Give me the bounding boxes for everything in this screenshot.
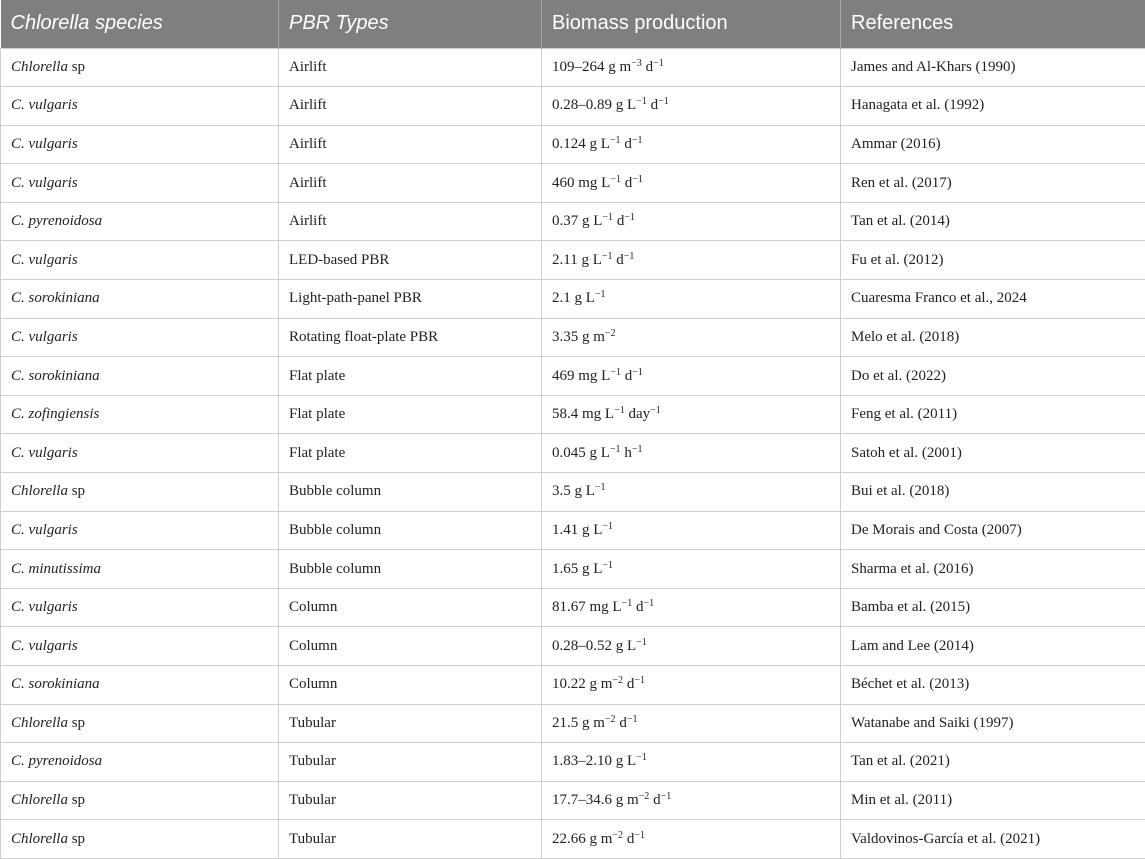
table-row — [1, 87, 1145, 126]
table-row — [1, 434, 1145, 473]
cell-reference: Do et al. (2022) — [841, 357, 1145, 396]
species-name: C. vulgaris — [11, 599, 78, 615]
table-row — [1, 588, 1145, 627]
cell-reference: Melo et al. (2018) — [841, 318, 1145, 357]
cell-reference: James and Al-Khars (1990) — [841, 48, 1145, 87]
cell-species — [1, 318, 279, 357]
table-row — [1, 318, 1145, 357]
biomass-text: 1.83–2.10 g L — [552, 753, 636, 769]
cell-pbr-type: Light-path-panel PBR — [279, 280, 542, 319]
cell-species — [1, 48, 279, 87]
cell-species — [1, 164, 279, 203]
biomass-text: 3.35 g m — [552, 329, 605, 345]
species-name: Chlorella — [11, 59, 68, 75]
cell-biomass — [542, 202, 841, 241]
cell-species — [1, 627, 279, 666]
unit-exponent: −1 — [643, 598, 654, 609]
unit-exponent: −1 — [624, 251, 635, 262]
biomass-text: 2.1 g L — [552, 290, 595, 306]
cell-reference: Ammar (2016) — [841, 125, 1145, 164]
cell-species — [1, 588, 279, 627]
cell-pbr-type: Airlift — [279, 202, 542, 241]
unit-exponent: −1 — [650, 405, 661, 416]
biomass-text: d — [623, 676, 634, 692]
unit-exponent: −2 — [612, 830, 623, 841]
biomass-text: 81.67 mg L — [552, 599, 622, 615]
biomass-text: 0.37 g L — [552, 213, 602, 229]
cell-pbr-type: Bubble column — [279, 511, 542, 550]
biomass-text: 58.4 mg L — [552, 406, 614, 422]
table-row — [1, 395, 1145, 434]
cell-species — [1, 473, 279, 512]
cell-reference: Lam and Lee (2014) — [841, 627, 1145, 666]
table-row — [1, 473, 1145, 512]
cell-species — [1, 550, 279, 589]
header-row — [1, 0, 1145, 48]
header-species: Chlorella species — [1, 0, 279, 48]
cell-biomass — [542, 125, 841, 164]
cell-biomass — [542, 704, 841, 743]
species-name: Chlorella — [11, 715, 68, 731]
cell-biomass — [542, 743, 841, 782]
biomass-text: d — [621, 175, 632, 191]
cell-reference: Min et al. (2011) — [841, 781, 1145, 820]
table-row — [1, 511, 1145, 550]
cell-species — [1, 87, 279, 126]
cell-species — [1, 357, 279, 396]
unit-exponent: −1 — [595, 289, 606, 300]
biomass-text: d — [623, 831, 634, 847]
species-name: C. vulgaris — [11, 329, 78, 345]
species-name: C. zofingiensis — [11, 406, 99, 422]
species-name: C. vulgaris — [11, 136, 78, 152]
biomass-text: d — [632, 599, 643, 615]
unit-exponent: −1 — [610, 174, 621, 185]
cell-pbr-type: Bubble column — [279, 550, 542, 589]
unit-exponent: −2 — [605, 328, 616, 339]
biomass-text: h — [621, 445, 632, 461]
species-suffix: sp — [68, 715, 85, 731]
species-suffix: sp — [68, 483, 85, 499]
species-name: C. vulgaris — [11, 638, 78, 654]
species-name: C. sorokiniana — [11, 676, 100, 692]
unit-exponent: −1 — [653, 58, 664, 69]
header-biomass: Biomass production — [542, 0, 841, 48]
cell-biomass — [542, 241, 841, 280]
cell-species — [1, 202, 279, 241]
cell-biomass — [542, 318, 841, 357]
biomass-text: 0.045 g L — [552, 445, 610, 461]
table-row — [1, 781, 1145, 820]
cell-biomass — [542, 550, 841, 589]
species-name: C. vulgaris — [11, 252, 78, 268]
cell-biomass — [542, 280, 841, 319]
unit-exponent: −1 — [632, 135, 643, 146]
unit-exponent: −1 — [661, 791, 672, 802]
cell-reference: Fu et al. (2012) — [841, 241, 1145, 280]
cell-biomass — [542, 357, 841, 396]
biomass-text: d — [647, 97, 658, 113]
unit-exponent: −1 — [634, 675, 645, 686]
cell-reference: Cuaresma Franco et al., 2024 — [841, 280, 1145, 319]
cell-biomass — [542, 588, 841, 627]
cell-biomass — [542, 666, 841, 705]
cell-species — [1, 395, 279, 434]
cell-pbr-type: Tubular — [279, 820, 542, 859]
cell-reference: De Morais and Costa (2007) — [841, 511, 1145, 550]
biomass-text: d — [621, 136, 632, 152]
table-row — [1, 704, 1145, 743]
cell-species — [1, 743, 279, 782]
cell-pbr-type: Flat plate — [279, 434, 542, 473]
biomass-text: 10.22 g m — [552, 676, 612, 692]
species-name: Chlorella — [11, 792, 68, 808]
cell-species — [1, 781, 279, 820]
cell-biomass — [542, 164, 841, 203]
cell-pbr-type: Tubular — [279, 781, 542, 820]
unit-exponent: −2 — [639, 791, 650, 802]
biomass-text: 22.66 g m — [552, 831, 612, 847]
cell-reference: Hanagata et al. (1992) — [841, 87, 1145, 126]
cell-reference: Bamba et al. (2015) — [841, 588, 1145, 627]
table-row — [1, 202, 1145, 241]
biomass-text: d — [616, 715, 627, 731]
biomass-text: d — [649, 792, 660, 808]
cell-reference: Tan et al. (2021) — [841, 743, 1145, 782]
cell-pbr-type: Bubble column — [279, 473, 542, 512]
cell-biomass — [542, 781, 841, 820]
biomass-text: 1.41 g L — [552, 522, 602, 538]
cell-pbr-type: Airlift — [279, 125, 542, 164]
cell-reference: Bui et al. (2018) — [841, 473, 1145, 512]
cell-pbr-type: Column — [279, 588, 542, 627]
biomass-text: 469 mg L — [552, 368, 610, 384]
cell-species — [1, 511, 279, 550]
unit-exponent: −1 — [614, 405, 625, 416]
cell-reference: Satoh et al. (2001) — [841, 434, 1145, 473]
cell-pbr-type: Column — [279, 627, 542, 666]
table-row — [1, 666, 1145, 705]
cell-species — [1, 125, 279, 164]
biomass-text: 17.7–34.6 g m — [552, 792, 639, 808]
cell-reference: Béchet et al. (2013) — [841, 666, 1145, 705]
table-row — [1, 743, 1145, 782]
cell-species — [1, 820, 279, 859]
biomass-text: d — [621, 368, 632, 384]
cell-pbr-type: Flat plate — [279, 395, 542, 434]
biomass-text: 0.124 g L — [552, 136, 610, 152]
cell-biomass — [542, 473, 841, 512]
species-suffix: sp — [68, 792, 85, 808]
cell-biomass — [542, 87, 841, 126]
biomass-text: 460 mg L — [552, 175, 610, 191]
cell-biomass — [542, 627, 841, 666]
cell-pbr-type: Airlift — [279, 87, 542, 126]
cell-species — [1, 666, 279, 705]
unit-exponent: −1 — [602, 251, 613, 262]
unit-exponent: −1 — [632, 367, 643, 378]
table-row — [1, 357, 1145, 396]
species-name: C. pyrenoidosa — [11, 753, 102, 769]
unit-exponent: −1 — [627, 714, 638, 725]
table-row — [1, 48, 1145, 87]
table-row — [1, 820, 1145, 859]
species-name: C. minutissima — [11, 561, 101, 577]
table-row — [1, 280, 1145, 319]
table-row — [1, 241, 1145, 280]
biomass-text: 3.5 g L — [552, 483, 595, 499]
cell-pbr-type: Tubular — [279, 743, 542, 782]
biomass-text: d — [642, 59, 653, 75]
biomass-text: 0.28–0.89 g L — [552, 97, 636, 113]
unit-exponent: −1 — [636, 637, 647, 648]
unit-exponent: −1 — [636, 752, 647, 763]
cell-biomass — [542, 434, 841, 473]
unit-exponent: −1 — [595, 482, 606, 493]
species-suffix: sp — [68, 831, 85, 847]
header-pbr-types: PBR Types — [279, 0, 542, 48]
cell-pbr-type: Column — [279, 666, 542, 705]
unit-exponent: −1 — [610, 444, 621, 455]
cell-pbr-type: LED-based PBR — [279, 241, 542, 280]
biomass-text: d — [613, 252, 624, 268]
unit-exponent: −1 — [658, 96, 669, 107]
cell-biomass — [542, 395, 841, 434]
unit-exponent: −1 — [636, 96, 647, 107]
species-name: C. vulgaris — [11, 175, 78, 191]
unit-exponent: −2 — [605, 714, 616, 725]
species-name: C. vulgaris — [11, 97, 78, 113]
unit-exponent: −3 — [631, 58, 642, 69]
header-references: References — [841, 0, 1145, 48]
cell-species — [1, 280, 279, 319]
species-name: C. vulgaris — [11, 522, 78, 538]
species-name: C. sorokiniana — [11, 290, 100, 306]
cell-biomass — [542, 820, 841, 859]
species-name: C. pyrenoidosa — [11, 213, 102, 229]
cell-biomass — [542, 48, 841, 87]
unit-exponent: −1 — [602, 560, 613, 571]
unit-exponent: −1 — [632, 444, 643, 455]
cell-pbr-type: Airlift — [279, 48, 542, 87]
cell-species — [1, 241, 279, 280]
cell-reference: Valdovinos-García et al. (2021) — [841, 820, 1145, 859]
species-name: Chlorella — [11, 831, 68, 847]
biomass-text: d — [613, 213, 624, 229]
cell-pbr-type: Airlift — [279, 164, 542, 203]
unit-exponent: −1 — [632, 174, 643, 185]
table-row — [1, 164, 1145, 203]
cell-reference: Tan et al. (2014) — [841, 202, 1145, 241]
unit-exponent: −1 — [610, 367, 621, 378]
cell-reference: Watanabe and Saiki (1997) — [841, 704, 1145, 743]
table-row — [1, 550, 1145, 589]
biomass-text: 0.28–0.52 g L — [552, 638, 636, 654]
cell-species — [1, 434, 279, 473]
table-row — [1, 125, 1145, 164]
cell-biomass — [542, 511, 841, 550]
unit-exponent: −1 — [602, 212, 613, 223]
cell-reference: Sharma et al. (2016) — [841, 550, 1145, 589]
species-name: C. sorokiniana — [11, 368, 100, 384]
unit-exponent: −1 — [634, 830, 645, 841]
cell-species — [1, 704, 279, 743]
table-row — [1, 627, 1145, 666]
species-name: C. vulgaris — [11, 445, 78, 461]
cell-pbr-type: Tubular — [279, 704, 542, 743]
unit-exponent: −1 — [624, 212, 635, 223]
unit-exponent: −1 — [622, 598, 633, 609]
biomass-text: 109–264 g m — [552, 59, 631, 75]
species-name: Chlorella — [11, 483, 68, 499]
cell-reference: Feng et al. (2011) — [841, 395, 1145, 434]
cell-pbr-type: Flat plate — [279, 357, 542, 396]
species-suffix: sp — [68, 59, 85, 75]
biomass-text: 21.5 g m — [552, 715, 605, 731]
unit-exponent: −2 — [612, 675, 623, 686]
biomass-text: 2.11 g L — [552, 252, 602, 268]
unit-exponent: −1 — [602, 521, 613, 532]
cell-reference: Ren et al. (2017) — [841, 164, 1145, 203]
cell-pbr-type: Rotating float-plate PBR — [279, 318, 542, 357]
biomass-text: day — [625, 406, 650, 422]
biomass-text: 1.65 g L — [552, 561, 602, 577]
unit-exponent: −1 — [610, 135, 621, 146]
